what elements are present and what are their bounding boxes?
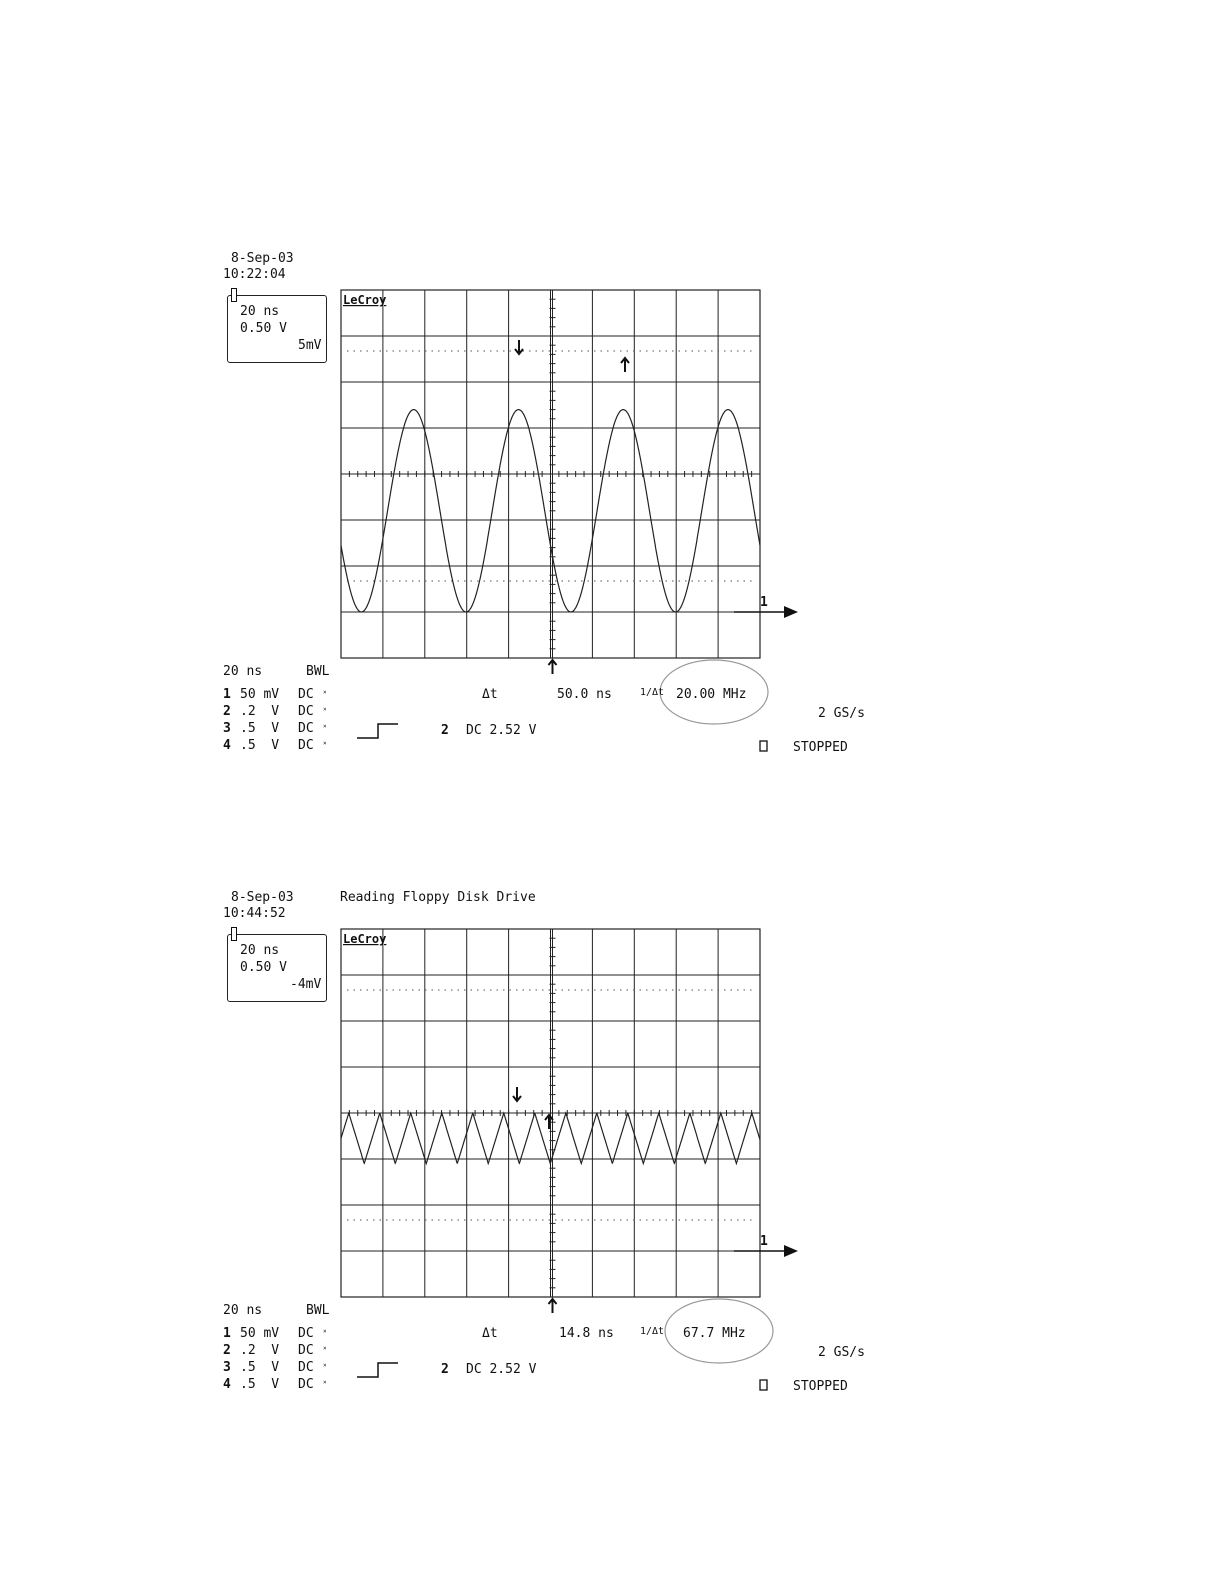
timebase-label: 20 ns: [223, 664, 263, 679]
channel-2-scale: .2 V: [240, 1343, 280, 1358]
channel-4-scale: .5 V: [240, 738, 280, 753]
box-offset: 5mV: [298, 338, 322, 353]
cursor-1-arrow: [513, 1087, 521, 1101]
probe-attenuation-icon: ×: [323, 1362, 327, 1369]
channel-2-num: 2: [223, 1343, 231, 1358]
channel-2-coupling: DC: [298, 1343, 314, 1358]
capture-date: 8-Sep-03: [231, 890, 294, 905]
trigger-slope-icon: [357, 1363, 398, 1377]
channel-3-scale: .5 V: [240, 1360, 280, 1375]
status-box-icon: [760, 1380, 767, 1390]
sample-rate: 2 GS/s: [818, 1345, 865, 1360]
channel-4-coupling: DC: [298, 738, 314, 753]
trigger-source: 2: [441, 1362, 449, 1377]
inverse-delta-t-label: 1/Δt: [640, 1326, 665, 1337]
timebase-label: 20 ns: [223, 1303, 263, 1318]
channel-3-num: 3: [223, 1360, 231, 1375]
sample-rate: 2 GS/s: [818, 706, 865, 721]
box-timebase: 20 ns: [240, 943, 280, 958]
delta-t-label: Δt: [482, 1326, 498, 1341]
ground-level-arrowhead: [784, 606, 798, 618]
delta-t-label: Δt: [482, 687, 498, 702]
box-volts-per-div: 0.50 V: [240, 960, 287, 975]
acquisition-status: STOPPED: [793, 1379, 848, 1394]
status-box-icon: [760, 741, 767, 751]
channel-1-coupling: DC: [298, 687, 314, 702]
bwl-label: BWL: [306, 664, 330, 679]
channel-2-num: 2: [223, 704, 231, 719]
channel-1-num: 1: [223, 1326, 231, 1341]
ground-marker-label: 1: [760, 1234, 768, 1249]
trigger-position-arrow: [549, 1299, 557, 1313]
channel-4-scale: .5 V: [240, 1377, 280, 1392]
bwl-label: BWL: [306, 1303, 330, 1318]
trigger-source: 2: [441, 723, 449, 738]
probe-attenuation-icon: ×: [323, 740, 327, 747]
trigger-level: DC 2.52 V: [466, 1362, 537, 1377]
capture-date: 8-Sep-03: [231, 251, 294, 266]
channel-2-scale: .2 V: [240, 704, 280, 719]
channel-4-num: 4: [223, 1377, 231, 1392]
delta-t-value: 50.0 ns: [557, 687, 612, 702]
ground-marker-label: 1: [760, 595, 768, 610]
frequency-value: 20.00 MHz: [676, 687, 747, 702]
probe-attenuation-icon: ×: [323, 723, 327, 730]
brand-logo: LeCroy: [343, 932, 387, 946]
frequency-value: 67.7 MHz: [683, 1326, 746, 1341]
channel-3-scale: .5 V: [240, 721, 280, 736]
probe-attenuation-icon: ×: [323, 706, 327, 713]
probe-attenuation-icon: ×: [323, 1379, 327, 1386]
trigger-slope-icon: [357, 724, 398, 738]
capture-time: 10:22:04: [223, 267, 286, 282]
acquisition-status: STOPPED: [793, 740, 848, 755]
probe-attenuation-icon: ×: [323, 1328, 327, 1335]
inverse-delta-t-label: 1/Δt: [640, 687, 665, 698]
channel-3-coupling: DC: [298, 1360, 314, 1375]
box-timebase: 20 ns: [240, 304, 280, 319]
channel-1-scale: 50 mV: [240, 687, 280, 702]
capture-time: 10:44:52: [223, 906, 286, 921]
ground-level-arrowhead: [784, 1245, 798, 1257]
channel-4-coupling: DC: [298, 1377, 314, 1392]
trigger-position-arrow: [549, 660, 557, 674]
chart-title: Reading Floppy Disk Drive: [340, 890, 536, 905]
probe-attenuation-icon: ×: [323, 689, 327, 696]
channel-1-scale: 50 mV: [240, 1326, 280, 1341]
channel-1-marker: [231, 927, 237, 941]
channel-3-num: 3: [223, 721, 231, 736]
channel-3-coupling: DC: [298, 721, 314, 736]
channel-2-coupling: DC: [298, 704, 314, 719]
box-volts-per-div: 0.50 V: [240, 321, 287, 336]
brand-logo: LeCroy: [343, 293, 387, 307]
channel-4-num: 4: [223, 738, 231, 753]
probe-attenuation-icon: ×: [323, 1345, 327, 1352]
channel-1-num: 1: [223, 687, 231, 702]
box-offset: -4mV: [290, 977, 322, 992]
trigger-level: DC 2.52 V: [466, 723, 537, 738]
channel-1-coupling: DC: [298, 1326, 314, 1341]
delta-t-value: 14.8 ns: [559, 1326, 614, 1341]
